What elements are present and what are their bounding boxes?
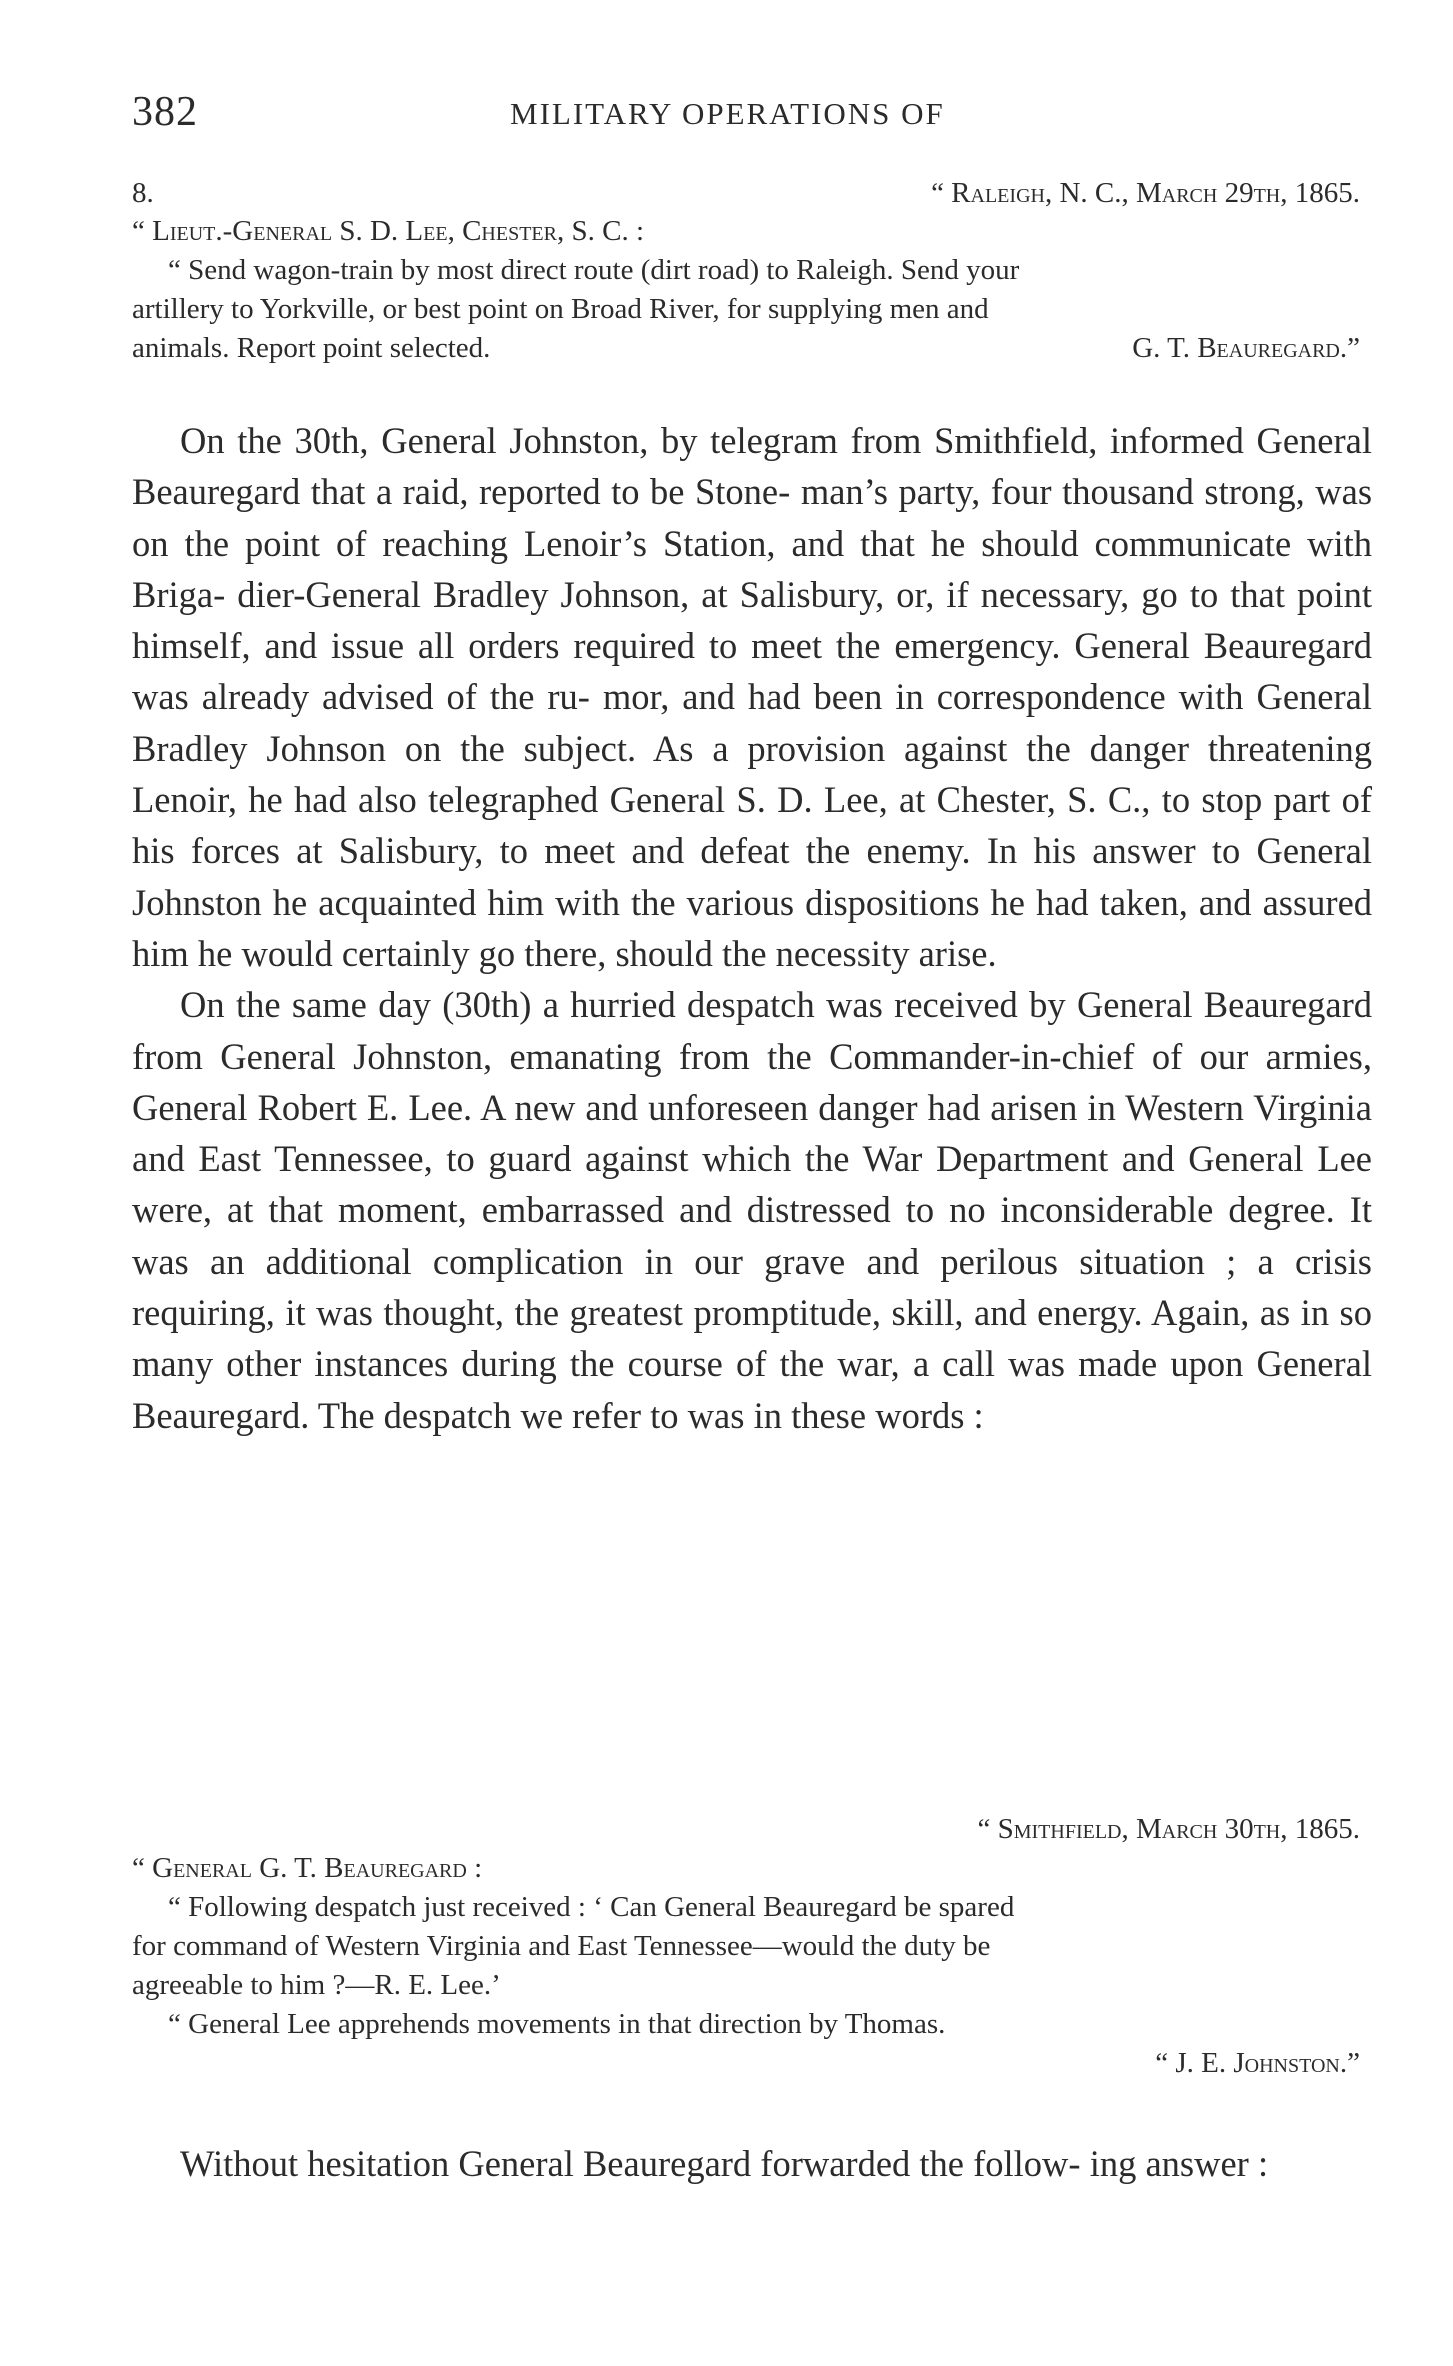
telegram-body-line: animals. Report point selected. <box>132 332 491 364</box>
telegram-body-line: for command of Western Virginia and East Tennessee—would the duty be <box>132 1930 991 1962</box>
telegram-signature: “ J. E. Johnston.” <box>1155 2047 1360 2079</box>
telegram-dateline: “ Raleigh, N. C., March 29th, 1865. <box>931 177 1360 209</box>
telegram-addressee: “ Lieut.-General S. D. Lee, Chester, S. C. : <box>132 215 644 247</box>
telegram-closing-row <box>132 329 1372 368</box>
telegram-body-line: artillery to Yorkville, or best point on Broad River, for supplying men and <box>132 293 989 325</box>
telegram-dateline: “ Smithfield, March 30th, 1865. <box>977 1813 1360 1845</box>
telegram-body-line: agreeable to him ?—R. E. Lee.’ <box>132 1969 501 2001</box>
telegram-signature: G. T. Beauregard.” <box>1132 332 1360 364</box>
telegram-smithfield <box>132 1810 1372 2083</box>
telegram-addressee: “ General G. T. Beauregard : <box>132 1852 483 1884</box>
paragraph-text: On the same day (30th) a hurried despatch was received by General Beauregard from General Johnston, emanating from the Commander-in-chief of our armies, General Robert E. Lee. A new and unforeseen danger had arisen in Western Virginia and East Tennessee, to guard against which the War Department and General Lee were, at that moment, embarrassed and distressed to no inconsiderable degree. It was an additional complication in our grave and perilous situation ; a crisis requiring, it was thought, the greatest promptitude, skill, and energy. Again, as in so many other instances during the course of the war, a call was made upon General Beauregard. The despatch we refer to was in these words : <box>132 984 1373 1436</box>
telegram-body-line: “ Send wagon-train by most direct route (dirt road) to Raleigh. Send your <box>168 254 1020 286</box>
telegram-raleigh <box>132 172 1372 368</box>
paragraph-text: Without hesitation General Beauregard forwarded the follow- ing answer : <box>180 2143 1269 2184</box>
paragraph-raid-report <box>132 415 1372 1441</box>
page-number: 382 <box>132 89 198 135</box>
telegram-header <box>132 172 1372 212</box>
paragraph-answer <box>132 2138 1372 2189</box>
paragraph-text: On the 30th, General Johnston, by telegram from Smithfield, informed General Beauregard that a raid, reported to be Stone- man’s party, four thousand strong, was on the point of reaching Lenoir’s Station, and that he should communicate with Briga- dier-General Bradley Johnson, at Salisbury, or, if necessary, go to that point himself, and issue all orders required to meet the emergency. General Beauregard was already advised of the ru- mor, and had been in correspondence with General Bradley Johnson on the subject. As a provision against the danger threatening Lenoir, he had also telegraphed General S. D. Lee, at Chester, S. C., to stop part of his forces at Salisbury, to meet and defeat the enemy. In his answer to General Johnston he acquainted him with the various dispositions he had taken, and assured him he would certainly go there, should the necessity arise. <box>132 420 1373 974</box>
running-head: MILITARY OPERATIONS OF <box>510 96 945 131</box>
telegram-body-line: “ Following despatch just received : ‘ Can General Beauregard be spared <box>168 1891 1015 1923</box>
telegram-number: 8. <box>132 177 154 209</box>
telegram-body-line: “ General Lee apprehends movements in that direction by Thomas. <box>168 2008 946 2040</box>
